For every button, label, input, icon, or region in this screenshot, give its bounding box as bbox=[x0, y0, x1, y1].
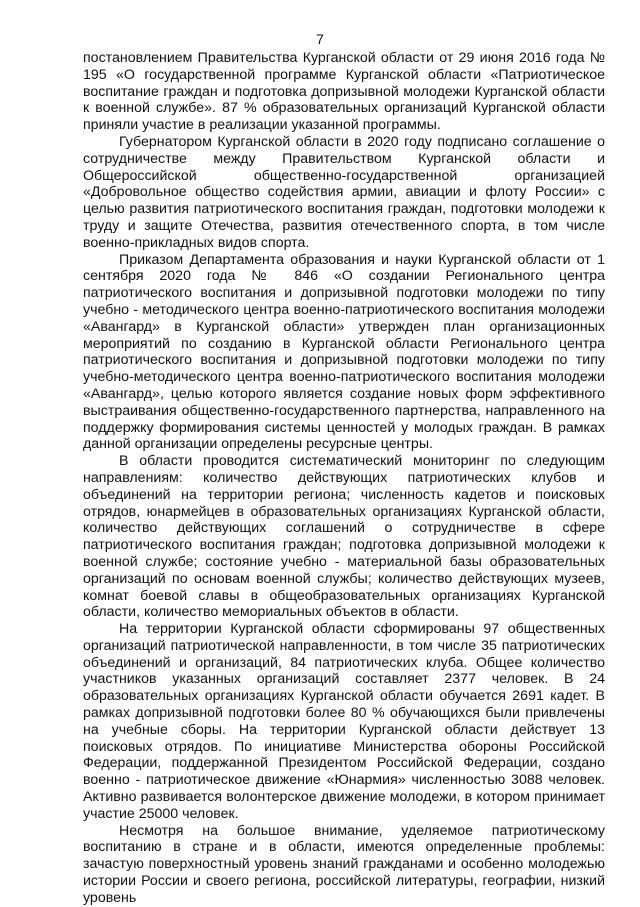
paragraph-governor-agreement: Губернатором Курганской области в 2020 году подписано соглашение о сотрудничестве между Правительством Курганской области и Общероссийской общественно-государственной организацией «Добровольное общество содействия армии, авиации и флоту России» с целью развития патриотического воспитания граждан, подготовки молодежи к труду и защите Отечества, развития отечественного спорта, в том числе военно-прикладных видов спорта. bbox=[83, 133, 605, 251]
page-number: 7 bbox=[316, 31, 324, 47]
paragraph-problems: Несмотря на большое внимание, уделяемое патриотическому воспитанию в стране и в области, имеются определенные проблемы: зачастую поверхностный уровень знаний гражданами и особенно молодежью истории России и своего региона, российской литературы, географии, низкий уровень bbox=[83, 822, 605, 906]
paragraph-department-order: Приказом Департамента образования и науки Курганской области от 1 сентября 2020 года № 846 «О создании Регионального центра патриотического воспитания и допризывной подготовки молодежи по типу учебно - методического центра военно-патриотического воспитания молодежи «Авангард» в Курганской области» утвержден план организационных мероприятий по созданию в Курганской области Регионального центра патриотического воспитания и допризывной подготовки молодежи по типу учебно-методического центра военно-патриотического воспитания молодежи «Авангард», целью которого является создание новых форм эффективного выстраивания общественно-государственного партнерства, направленного на поддержку формирования системы ценностей у молодых граждан. В рамках данной организации определены ресурсные центры. bbox=[83, 251, 605, 453]
paragraph-monitoring: В области проводится систематический мониторинг по следующим направлениям: количество действующих патриотических клубов и объединений на территории региона; численность кадетов и поисковых отрядов, юнармейцев в образовательных организациях Курганской области, количество действующих соглашений о сотрудничестве в сфере патриотического воспитания граждан; подготовка допризывной молодежи к военной службе; состояние учебно - материальной базы образовательных организаций по основам военной службы; количество действующих музеев, комнат боевой славы в общеобразовательных организациях Курганской области, количество мемориальных объектов в области. bbox=[83, 453, 605, 621]
paragraph-organizations-statistics: На территории Курганской области сформированы 97 общественных организаций патриотической направленности, в том числе 35 патриотических объединений и организаций, 84 патриотических клуба. Общее количество участников указанных организаций составляет 2377 человек. В 24 образовательных организациях Курганской области обучается 2691 кадет. В рамках допризывной подготовки более 80 % обучающихся были привлечены на учебные сборы. На территории Курганской области действует 13 поисковых отрядов. По инициативе Министерства обороны Российской Федерации, поддержанной Президентом Российской Федерации, создано военно - патриотическое движение «Юнармия» численностью 3088 человек. Активно развивается волонтерское движение молодежи, в котором принимает участие 25000 человек. bbox=[83, 621, 605, 822]
document-body bbox=[83, 50, 605, 907]
paragraph-program-continuation: постановлением Правительства Курганской области от 29 июня 2016 года № 195 «О государственной программе Курганской области «Патриотическое воспитание граждан и подготовка допризывной молодежи Курганской области к военной службе». 87 % образовательных организаций Курганской области приняли участие в реализации указанной программы. bbox=[83, 50, 605, 134]
